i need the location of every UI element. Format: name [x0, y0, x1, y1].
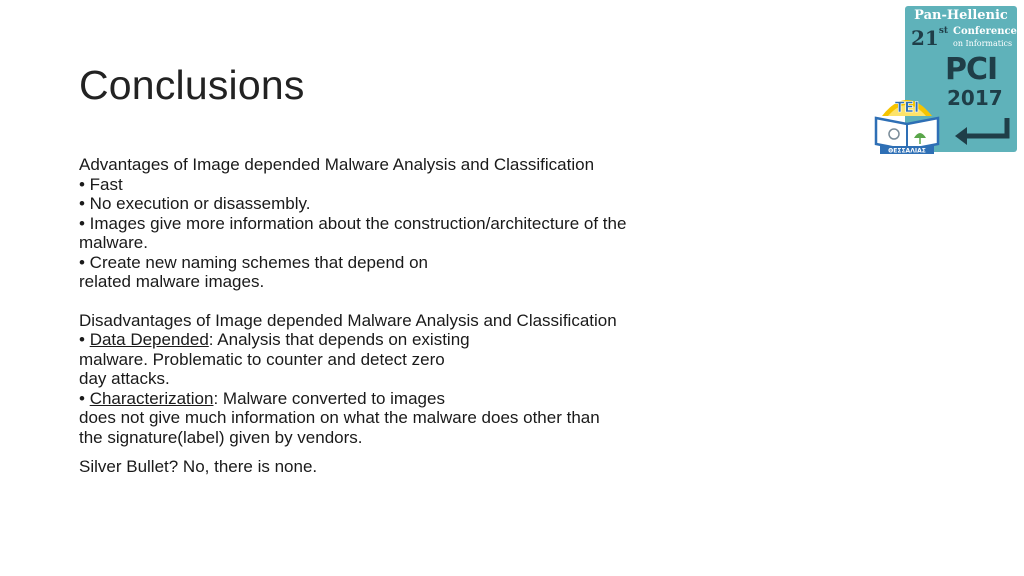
disadvantage-text: : Malware converted to images: [213, 388, 445, 408]
disadvantage-term: Data Depended: [89, 330, 209, 349]
bullet: •: [79, 330, 90, 349]
logo-number-value: 21: [911, 26, 939, 50]
slide-body: [79, 155, 839, 477]
advantages-heading: Advantages of Image depended Malware Analysis and Classification: [79, 155, 595, 174]
disadvantage-line: the signature(label) given by vendors.: [79, 427, 363, 447]
bullet: •: [79, 388, 90, 408]
logo-number: [911, 26, 948, 50]
tei-logo: [872, 88, 942, 154]
enter-arrow-icon: [951, 114, 1011, 146]
advantages-line: • No execution or disassembly.: [79, 194, 311, 213]
disadvantage-term: Characterization: [89, 388, 214, 408]
disadvantage-line: does not give much information on what the malware does other than: [79, 408, 600, 427]
tei-sub-text: ΘΕΣΣΑΛΙΑΣ: [888, 147, 926, 154]
disadvantage-line: day attacks.: [79, 369, 170, 388]
advantages-line: • Create new naming schemes that depend on: [79, 252, 428, 272]
disadvantages-heading: Disadvantages of Image depended Malware Analysis and Classification: [79, 310, 617, 330]
advantages-line: malware.: [79, 233, 148, 252]
advantages-line: • Images give more information about the construction/architecture of the: [79, 213, 627, 233]
open-book-icon: [876, 118, 938, 150]
logo-acronym: PCI: [945, 52, 998, 87]
closing-line: Silver Bullet? No, there is none.: [79, 457, 318, 476]
tei-text: TEI: [894, 100, 920, 116]
logo-number-suffix: st: [938, 26, 949, 36]
disadvantage-item: [79, 330, 839, 350]
disadvantage-text: : Analysis that depends on existing: [208, 330, 470, 349]
advantages-line: • Fast: [79, 174, 123, 194]
slide-title: Conclusions: [79, 62, 305, 108]
disadvantage-line: malware. Problematic to counter and detect zero: [79, 349, 445, 369]
logo-on-informatics: on Informatics: [953, 39, 1013, 48]
disadvantage-item: [79, 389, 839, 409]
logo-pan-hellenic: Pan-Hellenic: [914, 8, 1008, 23]
logo-conference-word: Conference: [953, 26, 1017, 37]
advantages-line: related malware images.: [79, 272, 265, 291]
logo-year: 2017: [947, 86, 1003, 110]
logo-conference: [953, 26, 1017, 50]
